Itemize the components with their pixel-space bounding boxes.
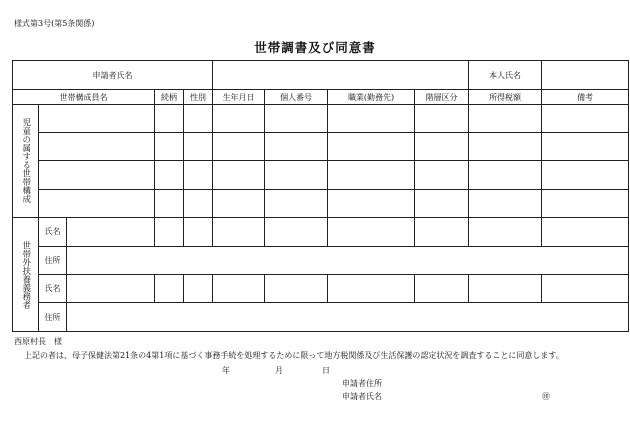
dob-cell[interactable] — [213, 104, 265, 132]
member-name-cell[interactable] — [39, 189, 155, 217]
personal-number-cell[interactable] — [265, 161, 328, 189]
personal-number-cell[interactable] — [265, 133, 328, 161]
household-table — [12, 60, 629, 332]
income-tax-cell[interactable] — [469, 275, 542, 303]
applicant-name-label: 申請者氏名 — [92, 70, 133, 80]
applicant-address-label: 申請者住所 — [342, 379, 382, 388]
form-number: 様式第3号(第5条関係) — [14, 19, 95, 28]
col-relation: 続柄 — [155, 90, 184, 104]
member-name-cell[interactable] — [39, 133, 155, 161]
dob-cell[interactable] — [213, 275, 265, 303]
remarks-cell[interactable] — [542, 275, 629, 303]
income-tax-cell[interactable] — [469, 104, 542, 132]
outside-row-label: 氏名 — [39, 275, 67, 303]
occupation-cell[interactable] — [328, 133, 415, 161]
col-occupation: 職業(勤務先) — [328, 90, 415, 104]
household-group-label-cell — [13, 104, 39, 218]
personal-number-cell[interactable] — [265, 275, 328, 303]
col-remarks: 備考 — [542, 90, 629, 104]
col-dob: 生年月日 — [213, 90, 265, 104]
tier-cell[interactable] — [415, 275, 469, 303]
dob-cell[interactable] — [213, 218, 265, 246]
gender-cell[interactable] — [184, 189, 213, 217]
income-tax-cell[interactable] — [469, 189, 542, 217]
outside-row-label: 住所 — [39, 303, 67, 332]
col-member-name: 世帯構成員名 — [13, 90, 155, 104]
dob-cell[interactable] — [213, 161, 265, 189]
village-head-salutation: 西原村長 様 — [14, 337, 62, 346]
occupation-cell[interactable] — [328, 104, 415, 132]
gender-cell[interactable] — [184, 218, 213, 246]
income-tax-cell[interactable] — [469, 218, 542, 246]
relation-cell[interactable] — [155, 104, 184, 132]
outside-group-label-cell — [13, 218, 39, 332]
personal-number-cell[interactable] — [265, 218, 328, 246]
tier-cell[interactable] — [415, 133, 469, 161]
occupation-cell[interactable] — [328, 218, 415, 246]
col-tier: 階層区分 — [415, 90, 469, 104]
remarks-cell[interactable] — [542, 189, 629, 217]
tier-cell[interactable] — [415, 218, 469, 246]
form-title: 世帯調書及び同意書 — [254, 40, 376, 55]
self-name-label: 本人氏名 — [489, 70, 522, 80]
col-gender: 性別 — [184, 90, 213, 104]
tier-cell[interactable] — [415, 161, 469, 189]
consent-statement: 上記の者は、母子保健法第21条の4第1項に基づく事務手続を処理するために限って地方税関係及び生活保護の認定状況を調査することに同意します。 — [24, 351, 564, 360]
income-tax-cell[interactable] — [469, 161, 542, 189]
relation-cell[interactable] — [155, 189, 184, 217]
relation-cell[interactable] — [155, 275, 184, 303]
gender-cell[interactable] — [184, 275, 213, 303]
relation-cell[interactable] — [155, 133, 184, 161]
member-name-cell[interactable] — [39, 104, 155, 132]
date-month-label: 月 — [275, 366, 283, 375]
gender-cell[interactable] — [184, 133, 213, 161]
household-group-label: 児童の属する世帯構成 — [20, 118, 31, 204]
remarks-cell[interactable] — [542, 133, 629, 161]
gender-cell[interactable] — [184, 161, 213, 189]
personal-number-cell[interactable] — [265, 104, 328, 132]
income-tax-cell[interactable] — [469, 133, 542, 161]
occupation-cell[interactable] — [328, 275, 415, 303]
date-year-label: 年 — [222, 366, 230, 375]
self-name-label-cell — [469, 61, 542, 90]
dob-cell[interactable] — [213, 133, 265, 161]
outside-group-label: 世帯外扶養義務者 — [20, 240, 31, 309]
date-day-label: 日 — [322, 366, 330, 375]
outside-address-field[interactable] — [67, 246, 629, 274]
tier-cell[interactable] — [415, 189, 469, 217]
dob-cell[interactable] — [213, 189, 265, 217]
occupation-cell[interactable] — [328, 161, 415, 189]
relation-cell[interactable] — [155, 218, 184, 246]
applicant-name-label-bottom: 申請者氏名 — [342, 392, 382, 401]
outside-row-label: 住所 — [39, 246, 67, 274]
gender-cell[interactable] — [184, 104, 213, 132]
col-personal-number: 個人番号 — [265, 90, 328, 104]
outside-row-label: 氏名 — [39, 218, 67, 246]
outside-member-cell[interactable] — [67, 275, 155, 303]
outside-address-field[interactable] — [67, 303, 629, 332]
self-name-field[interactable] — [542, 61, 629, 90]
applicant-name-label-cell — [13, 61, 213, 90]
seal-mark-icon: ㊞ — [542, 392, 550, 401]
occupation-cell[interactable] — [328, 189, 415, 217]
remarks-cell[interactable] — [542, 104, 629, 132]
outside-member-cell[interactable] — [67, 218, 155, 246]
tier-cell[interactable] — [415, 104, 469, 132]
col-income-tax: 所得税額 — [469, 90, 542, 104]
member-name-cell[interactable] — [39, 161, 155, 189]
remarks-cell[interactable] — [542, 218, 629, 246]
relation-cell[interactable] — [155, 161, 184, 189]
applicant-name-field[interactable] — [213, 61, 469, 90]
personal-number-cell[interactable] — [265, 189, 328, 217]
remarks-cell[interactable] — [542, 161, 629, 189]
